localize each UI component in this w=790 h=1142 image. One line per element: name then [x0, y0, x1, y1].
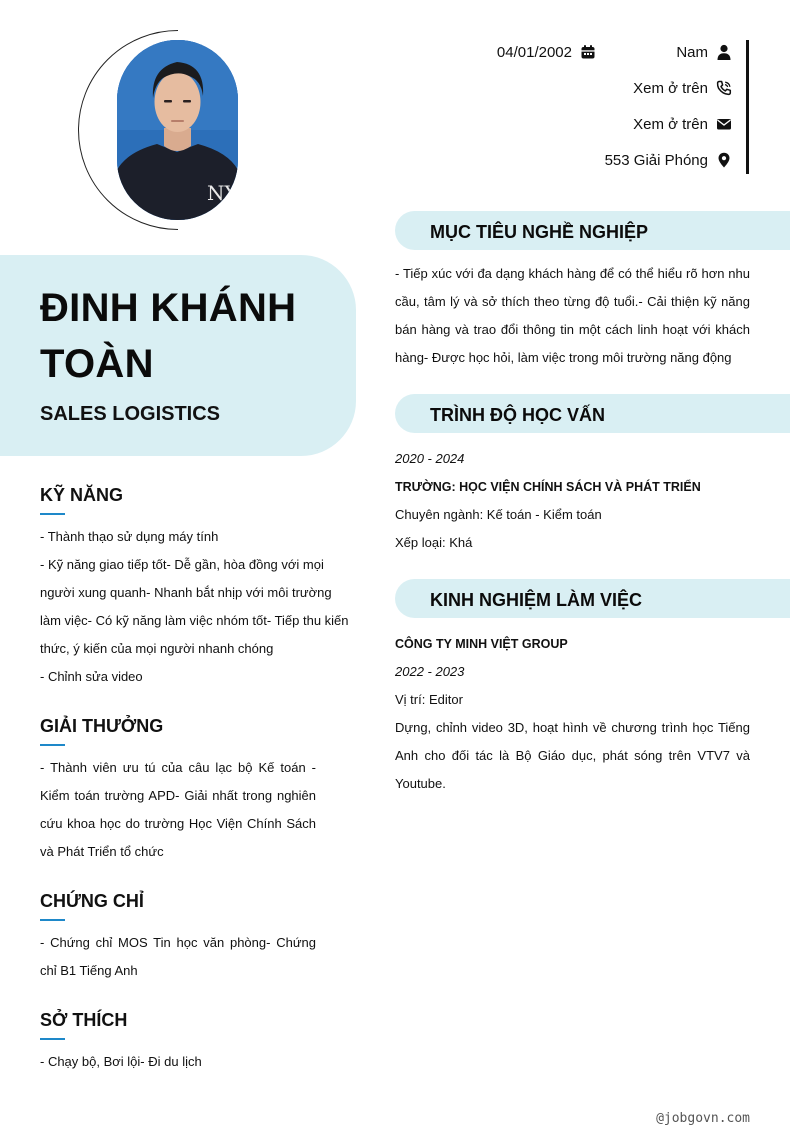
contact-phone [633, 76, 732, 100]
profile-photo [117, 40, 238, 220]
svg-text:NY: NY [207, 181, 238, 205]
gender-value: Nam [676, 43, 708, 61]
experience-period: 2022 - 2023 [395, 664, 465, 679]
hobbies-text: - Chạy bộ, Bơi lội- Đi du lịch [40, 1054, 202, 1069]
education-details [395, 445, 750, 557]
contact-gender [676, 40, 732, 64]
objective-heading: MỤC TIÊU NGHỀ NGHIỆP [430, 222, 649, 242]
certificates-rule [40, 919, 65, 921]
education-major: Chuyên ngành: Kế toán - Kiểm toán [395, 507, 602, 522]
skill-item: - Thành thạo sử dụng máy tính [40, 529, 219, 544]
experience-header-bar [395, 579, 790, 618]
location-pin-icon [716, 152, 732, 168]
experience-company: CÔNG TY MINH VIỆT GROUP [395, 637, 568, 651]
experience-position: Vị trí: Editor [395, 692, 463, 707]
skill-item: - Kỹ năng giao tiếp tốt- Dễ gần, hòa đồng với mọi người xung quanh- Nhanh bắt nhịp với môi trường làm việc- Có kỹ năng làm việc nhóm tốt- Tiếp thu kiến thức, ý kiến của mọi người nhanh chóng [40, 557, 349, 656]
contact-address [605, 148, 732, 172]
skills-heading: KỸ NĂNG [40, 485, 124, 505]
hobbies-rule [40, 1038, 65, 1040]
certificates-text: - Chứng chỉ MOS Tin học văn phòng- Chứng chỉ B1 Tiếng Anh [40, 935, 316, 978]
experience-description: Dựng, chỉnh video 3D, hoạt hình về chương trình học Tiếng Anh cho đối tác là Bộ Giáo dục, phát sóng trên VTV7 và Youtube. [395, 720, 750, 791]
awards-heading: GIẢI THƯỞNG [40, 716, 164, 736]
address-value: 553 Giải Phóng [604, 151, 708, 169]
awards-rule [40, 744, 65, 746]
skill-item: - Chỉnh sửa video [40, 669, 143, 684]
experience-details [395, 630, 750, 798]
envelope-icon [716, 116, 732, 132]
full-name: ĐINH KHÁNH TOÀN [40, 286, 297, 386]
education-school: TRƯỜNG: HỌC VIỆN CHÍNH SÁCH VÀ PHÁT TRIỂN [395, 480, 701, 494]
phone-icon [716, 80, 732, 96]
education-rank: Xếp loại: Khá [395, 535, 473, 550]
certificates-heading: CHỨNG CHỈ [40, 891, 144, 911]
hobbies-heading: SỞ THÍCH [40, 1010, 128, 1030]
email-value: Xem ở trên [633, 115, 708, 133]
contact-birthday [497, 40, 596, 64]
phone-value: Xem ở trên [633, 79, 708, 97]
contact-email [633, 112, 732, 136]
objective-text: - Tiếp xúc với đa dạng khách hàng để có thể hiểu rõ hơn nhu cầu, tâm lý và sở thích theo từng độ tuổi.- Cải thiện kỹ năng bán hàng và trao đổi thông tin một cách linh hoạt với khách hàng- Được học hỏi, làm việc trong môi trường năng động [395, 266, 750, 365]
awards-text: - Thành viên ưu tú của câu lạc bộ Kế toán - Kiểm toán trường APD- Giải nhất trong nghiên cứu khoa học do trường Học Viện Chính Sách và Phát Triển tổ chức [40, 760, 316, 859]
objective-header-bar [395, 211, 790, 250]
education-period: 2020 - 2024 [395, 451, 465, 466]
skills-list [40, 523, 355, 691]
birthday-value: 04/01/2002 [496, 43, 572, 61]
calendar-icon [580, 44, 596, 60]
person-icon [716, 44, 732, 60]
contact-divider [746, 40, 749, 174]
education-header-bar [395, 394, 790, 433]
footer-watermark: @jobgovn.com [656, 1111, 750, 1126]
skills-rule [40, 513, 65, 515]
job-title: SALES LOGISTICS [40, 403, 221, 425]
experience-heading: KINH NGHIỆM LÀM VIỆC [430, 590, 643, 610]
education-heading: TRÌNH ĐỘ HỌC VẤN [430, 405, 605, 425]
